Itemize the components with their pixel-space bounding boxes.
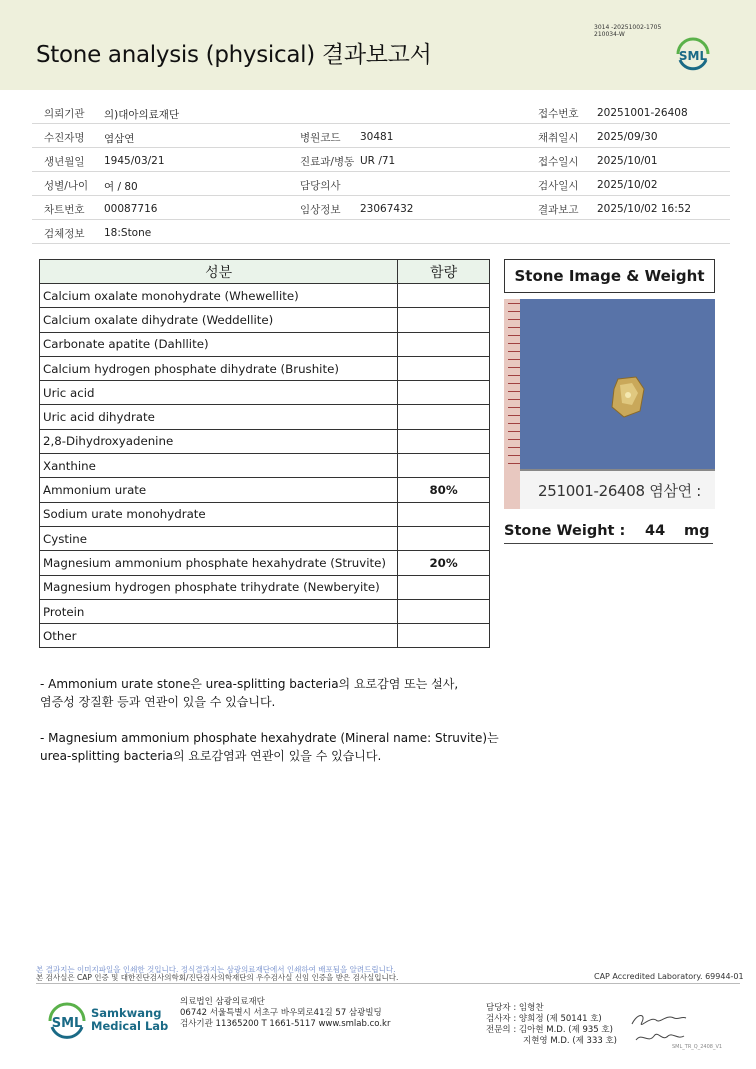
- brand-line-1: Samkwang: [91, 1006, 162, 1020]
- receipt-date-label: 접수일시: [538, 156, 579, 168]
- chart-no-value: 00087716: [104, 203, 158, 215]
- ruler-tick: [508, 399, 520, 400]
- ruler-tick: [508, 335, 520, 336]
- component-name: 2,8-Dihydroxyadenine: [40, 429, 398, 453]
- component-name: Uric acid: [40, 381, 398, 405]
- table-row: [40, 284, 490, 308]
- table-row: [40, 454, 490, 478]
- component-amount: [398, 575, 490, 599]
- composition-table: [39, 259, 490, 648]
- table-row: [40, 502, 490, 526]
- receipt-date-value: 2025/10/01: [597, 155, 658, 167]
- footer-divider: [36, 983, 740, 984]
- clinical-value: 23067432: [360, 203, 414, 215]
- dept-value: UR /71: [360, 155, 396, 167]
- institution-address: 06742 서울특별시 서초구 바우뫼로41길 57 삼광빌딩: [180, 1008, 382, 1018]
- hospital-code-value: 30481: [360, 131, 394, 143]
- table-row: [40, 429, 490, 453]
- table-row: [40, 332, 490, 356]
- staff-line-2: 검사자 : 양희정 (제 50141 호): [486, 1014, 602, 1024]
- info-row: [32, 148, 730, 172]
- specimen-value: 18:Stone: [104, 227, 152, 239]
- chart-no-label: 차트번호: [44, 204, 85, 216]
- component-name: Carbonate apatite (Dahllite): [40, 332, 398, 356]
- stone-weight-label: Stone Weight :: [504, 523, 626, 539]
- ruler-tick: [508, 447, 520, 448]
- component-amount: [398, 502, 490, 526]
- birth-label: 생년월일: [44, 156, 85, 168]
- brand-line-2: Medical Lab: [91, 1019, 169, 1033]
- ruler-tick: [508, 351, 520, 352]
- cap-accreditation: CAP Accredited Laboratory. 69944-01: [594, 972, 744, 981]
- component-amount: [398, 284, 490, 308]
- institution-contact: 검사기관 11365200 T 1661-5117 www.smlab.co.kr: [180, 1019, 391, 1029]
- ruler-tick: [508, 423, 520, 424]
- document-code-line-1: 3014 -20251002-1705: [594, 24, 662, 31]
- component-amount: [398, 429, 490, 453]
- comment-2-line-2: urea-splitting bacteria의 요로감염과 연관이 있을 수 있습니다.: [40, 749, 382, 763]
- composition-header-row: [40, 260, 490, 284]
- comment-1-line-1: - Ammonium urate stone은 urea-splitting bacteria의 요로감염 또는 설사,: [40, 677, 459, 691]
- component-header: 성분: [40, 260, 398, 284]
- ruler-tick: [508, 343, 520, 344]
- doctor-label: 담당의사: [300, 180, 341, 192]
- table-row: [40, 575, 490, 599]
- ruler-tick: [508, 463, 520, 464]
- component-name: Calcium oxalate monohydrate (Whewellite): [40, 284, 398, 308]
- component-amount: [398, 381, 490, 405]
- component-amount: [398, 624, 490, 648]
- table-row: [40, 478, 490, 502]
- info-row: [32, 220, 730, 244]
- collect-date-label: 채취일시: [538, 132, 579, 144]
- ruler: [504, 299, 520, 509]
- component-name: Cystine: [40, 526, 398, 550]
- ruler-tick: [508, 431, 520, 432]
- sml-logo-icon: [44, 999, 90, 1043]
- ruler-tick: [508, 391, 520, 392]
- receipt-no-label: 접수번호: [538, 108, 579, 120]
- table-row: [40, 405, 490, 429]
- comment-2: [40, 729, 499, 765]
- stone-weight-unit: mg: [684, 523, 710, 539]
- component-name: Other: [40, 624, 398, 648]
- birth-value: 1945/03/21: [104, 155, 165, 167]
- ruler-tick: [508, 439, 520, 440]
- component-amount: [398, 356, 490, 380]
- institution-info: [180, 997, 390, 1030]
- stone-image: [608, 375, 648, 419]
- info-row: [32, 124, 730, 148]
- stone-photo-label: 251001-26408 염삼연 :: [520, 469, 715, 509]
- table-row: [40, 624, 490, 648]
- ruler-tick: [508, 319, 520, 320]
- info-row: [32, 172, 730, 196]
- component-amount: [398, 599, 490, 623]
- print-notice: 본 결과지는 이미지파일을 인쇄한 것입니다. 정식결과지는 삼광의료재단에서 인쇄하여 배포됨을 알려드립니다.: [36, 965, 396, 974]
- amount-header: 함량: [398, 260, 490, 284]
- document-code-line-2: 210034-W: [594, 31, 625, 38]
- ruler-tick: [508, 415, 520, 416]
- patient-label: 수진자명: [44, 132, 85, 144]
- sex-age-label: 성별/나이: [44, 180, 89, 192]
- sml-logo-text: SML: [51, 1016, 83, 1031]
- staff-line-1: 담당자 : 임형찬: [486, 1003, 544, 1013]
- hospital-code-label: 병원코드: [300, 132, 341, 144]
- sml-logo-icon: [672, 34, 714, 74]
- table-row: [40, 381, 490, 405]
- component-name: Ammonium urate: [40, 478, 398, 502]
- component-name: Uric acid dihydrate: [40, 405, 398, 429]
- ruler-tick: [508, 311, 520, 312]
- stone-image-title: Stone Image & Weight: [504, 259, 715, 293]
- sex-age-value: 여 / 80: [104, 181, 138, 193]
- test-date-value: 2025/10/02: [597, 179, 658, 191]
- stone-photo: [504, 299, 715, 509]
- report-header: [0, 0, 756, 90]
- component-name: Calcium hydrogen phosphate dihydrate (Brushite): [40, 356, 398, 380]
- ruler-tick: [508, 303, 520, 304]
- sml-logo-text: SML: [678, 49, 708, 63]
- report-date-label: 결과보고: [538, 204, 579, 216]
- ruler-tick: [508, 367, 520, 368]
- accreditation-notice: 본 검사실은 CAP 인증 및 대한진단검사의학회/진단검사의학재단의 우수검사실 신임 인증을 받은 검사실입니다.: [36, 973, 399, 982]
- component-amount: 80%: [398, 478, 490, 502]
- component-name: Magnesium hydrogen phosphate trihydrate (Newberyite): [40, 575, 398, 599]
- comment-1: [40, 675, 458, 711]
- requester-value: 의)대아의료재단: [104, 109, 180, 121]
- collect-date-value: 2025/09/30: [597, 131, 658, 143]
- info-row: [32, 196, 730, 220]
- institution-name: 의료법인 삼광의료재단: [180, 997, 265, 1007]
- form-code: SML_TR_Q_2408_V1: [672, 1044, 723, 1050]
- ruler-tick: [508, 383, 520, 384]
- component-name: Protein: [40, 599, 398, 623]
- ruler-tick: [508, 407, 520, 408]
- component-amount: [398, 332, 490, 356]
- component-amount: [398, 526, 490, 550]
- ruler-tick: [508, 327, 520, 328]
- component-name: Sodium urate monohydrate: [40, 502, 398, 526]
- ruler-tick: [508, 455, 520, 456]
- component-name: Magnesium ammonium phosphate hexahydrate (Struvite): [40, 551, 398, 575]
- table-row: [40, 526, 490, 550]
- specimen-label: 검체정보: [44, 228, 85, 240]
- component-amount: [398, 405, 490, 429]
- stone-weight: [504, 522, 713, 544]
- staff-line-3: 전문의 : 김아현 M.D. (제 935 호): [486, 1025, 613, 1035]
- info-row: [32, 100, 730, 124]
- component-name: Xanthine: [40, 454, 398, 478]
- component-name: Calcium oxalate dihydrate (Weddellite): [40, 308, 398, 332]
- staff-info: [486, 1003, 617, 1047]
- dept-label: 진료과/병동: [300, 156, 355, 168]
- patient-value: 염삼연: [104, 133, 135, 145]
- clinical-label: 임상정보: [300, 204, 341, 216]
- component-amount: 20%: [398, 551, 490, 575]
- table-row: [40, 308, 490, 332]
- receipt-no-value: 20251001-26408: [597, 107, 688, 119]
- ruler-tick: [508, 359, 520, 360]
- signature-image: [628, 1010, 690, 1046]
- table-row: [40, 356, 490, 380]
- component-amount: [398, 454, 490, 478]
- report-title: Stone analysis (physical) 결과보고서: [36, 42, 432, 68]
- table-row: [40, 599, 490, 623]
- comment-2-line-1: - Magnesium ammonium phosphate hexahydrate (Mineral name: Struvite)는: [40, 731, 499, 745]
- staff-line-4: 지현영 M.D. (제 333 호): [523, 1036, 618, 1046]
- requester-label: 의뢰기관: [44, 108, 85, 120]
- comment-1-line-2: 염증성 장질환 등과 연관이 있을 수 있습니다.: [40, 695, 276, 709]
- ruler-tick: [508, 375, 520, 376]
- stone-weight-value: 44: [645, 523, 666, 539]
- document-code: [594, 24, 661, 38]
- report-date-value: 2025/10/02 16:52: [597, 203, 692, 215]
- table-row: [40, 551, 490, 575]
- brand-name: [91, 1007, 168, 1033]
- test-date-label: 검사일시: [538, 180, 579, 192]
- component-amount: [398, 308, 490, 332]
